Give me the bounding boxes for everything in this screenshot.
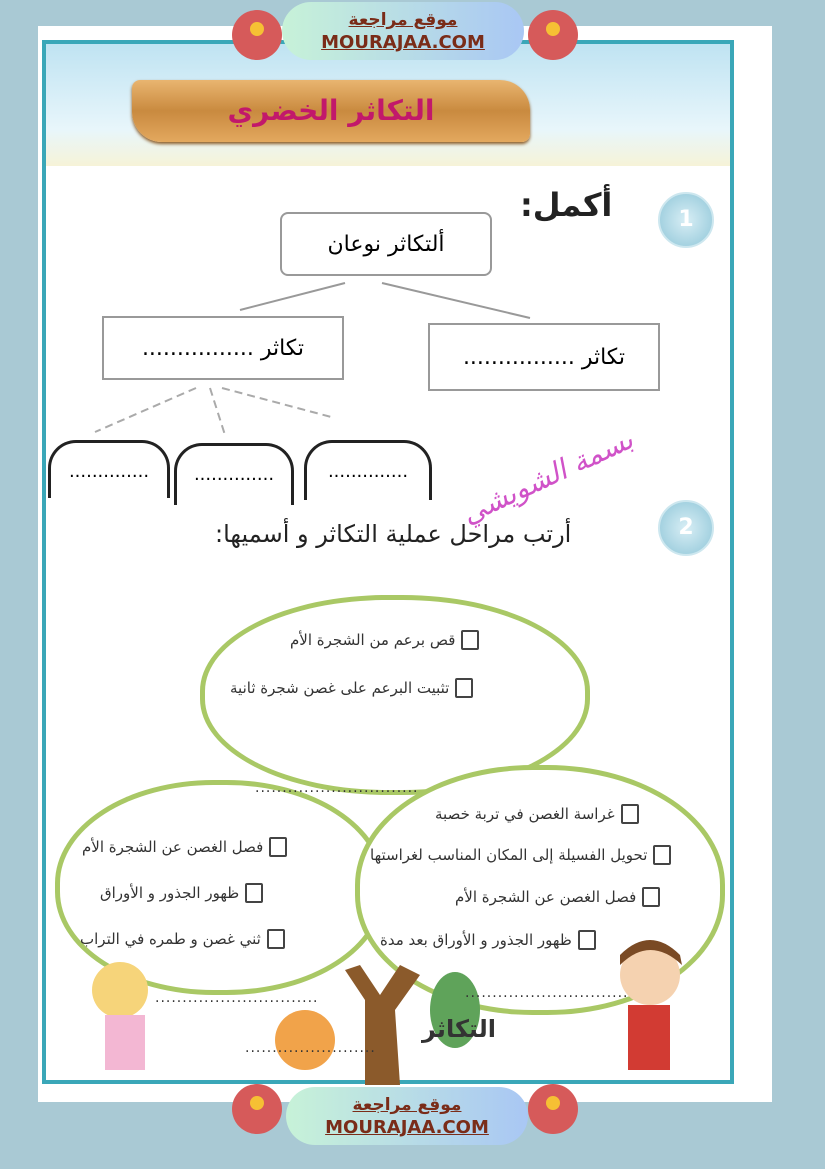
list-item[interactable]: فصل الغصن عن الشجرة الأم xyxy=(455,887,660,907)
example-box[interactable]: .............. xyxy=(48,440,170,498)
page-title: التكاثر الخضري xyxy=(227,94,435,127)
question-number-1: 1 xyxy=(658,192,714,248)
example-box[interactable]: .............. xyxy=(304,440,432,500)
child-girl-body xyxy=(105,1015,145,1070)
type-box-left[interactable]: تكاثر ................ xyxy=(102,316,344,380)
answer-blank[interactable]: ........................ xyxy=(245,1040,376,1056)
child-boy-body xyxy=(628,1005,670,1070)
example-box[interactable]: .............. xyxy=(174,443,294,505)
author-signature: بسمة الشويشي xyxy=(456,422,639,531)
child-girl xyxy=(92,962,148,1018)
answer-blank[interactable]: .............................. xyxy=(155,990,319,1006)
list-item[interactable]: غراسة الغصن في تربة خصبة xyxy=(435,804,639,824)
watermark-bottom[interactable]: موقع مراجعة MOURAJAA.COM xyxy=(286,1087,528,1145)
tree-trunk xyxy=(345,965,420,1085)
question-number-2: 2 xyxy=(658,500,714,556)
watermark-top[interactable]: موقع مراجعة MOURAJAA.COM xyxy=(282,2,524,60)
answer-blank[interactable]: .............................. xyxy=(255,780,419,796)
list-item[interactable]: تحويل الفسيلة إلى المكان المناسب لغراستها xyxy=(370,845,671,865)
list-item[interactable]: ظهور الجذور و الأوراق بعد مدة xyxy=(380,930,596,950)
answer-blank[interactable]: .............................. xyxy=(465,985,629,1001)
list-item[interactable]: فصل الغصن عن الشجرة الأم xyxy=(82,837,287,857)
list-item[interactable]: قص برعم من الشجرة الأم xyxy=(290,630,479,650)
trunk-label: التكاثر xyxy=(422,1015,496,1043)
q1-instruction: أكمل: xyxy=(520,186,613,224)
list-item[interactable]: ثني غصن و طمره في التراب xyxy=(80,929,285,949)
list-item[interactable]: تثبيت البرعم على غصن شجرة ثانية xyxy=(230,678,473,698)
root-box: ألتكاثر نوعان xyxy=(280,212,492,276)
type-box-right[interactable]: تكاثر ................ xyxy=(428,323,660,391)
q2-instruction: أرتب مراحل عملية التكاثر و أسميها: xyxy=(215,520,572,548)
list-item[interactable]: ظهور الجذور و الأوراق xyxy=(100,883,263,903)
